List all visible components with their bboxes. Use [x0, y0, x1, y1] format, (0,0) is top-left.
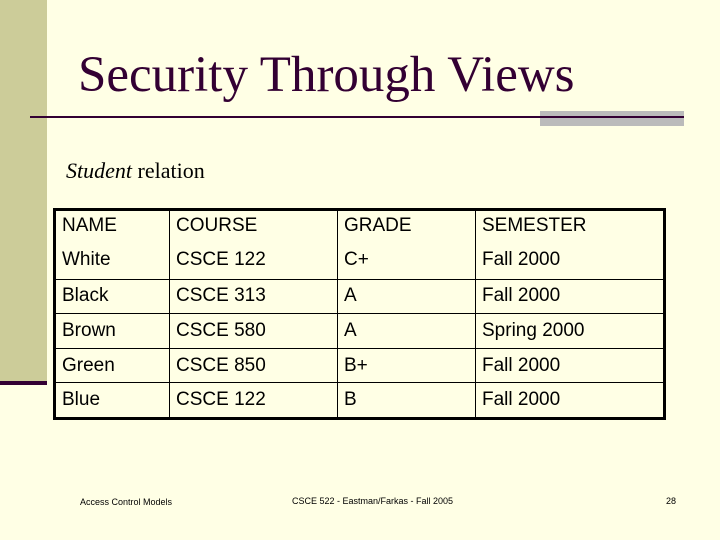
header-name: NAME	[56, 211, 170, 242]
left-sidebar-bar	[0, 0, 47, 385]
table-row	[56, 348, 664, 383]
cell-semester: Fall 2000	[476, 279, 664, 314]
cell-semester: Fall 2000	[476, 348, 664, 383]
cell-name: White	[56, 241, 170, 279]
cell-grade: B	[338, 383, 476, 418]
header-semester: SEMESTER	[476, 211, 664, 242]
caption-rest: relation	[132, 158, 205, 183]
cell-grade: A	[338, 314, 476, 349]
cell-name: Blue	[56, 383, 170, 418]
caption-italic: Student	[66, 158, 132, 183]
cell-semester: Fall 2000	[476, 241, 664, 279]
cell-name: Green	[56, 348, 170, 383]
cell-grade: C+	[338, 241, 476, 279]
footer-left-text: Access Control Models	[80, 497, 173, 507]
cell-grade: A	[338, 279, 476, 314]
cell-name: Brown	[56, 314, 170, 349]
page-number: 28	[666, 496, 677, 506]
cell-name: Black	[56, 279, 170, 314]
cell-course: CSCE 850	[170, 348, 338, 383]
title-rule	[30, 116, 684, 118]
cell-course: CSCE 580	[170, 314, 338, 349]
student-relation-table	[53, 208, 666, 420]
cell-course: CSCE 122	[170, 241, 338, 279]
cell-semester: Spring 2000	[476, 314, 664, 349]
table-row	[56, 314, 664, 349]
table-row	[56, 279, 664, 314]
table-header-row	[56, 211, 664, 242]
table-caption	[66, 158, 205, 184]
header-grade: GRADE	[338, 211, 476, 242]
table-row	[56, 241, 664, 279]
header-course: COURSE	[170, 211, 338, 242]
slide-title: Security Through Views	[78, 47, 575, 103]
cell-course: CSCE 122	[170, 383, 338, 418]
table-row	[56, 383, 664, 418]
cell-semester: Fall 2000	[476, 383, 664, 418]
sidebar-accent-line	[0, 381, 47, 385]
cell-course: CSCE 313	[170, 279, 338, 314]
footer-center-text: CSCE 522 - Eastman/Farkas - Fall 2005	[292, 496, 454, 506]
title-rule-shadow	[540, 111, 684, 126]
cell-grade: B+	[338, 348, 476, 383]
